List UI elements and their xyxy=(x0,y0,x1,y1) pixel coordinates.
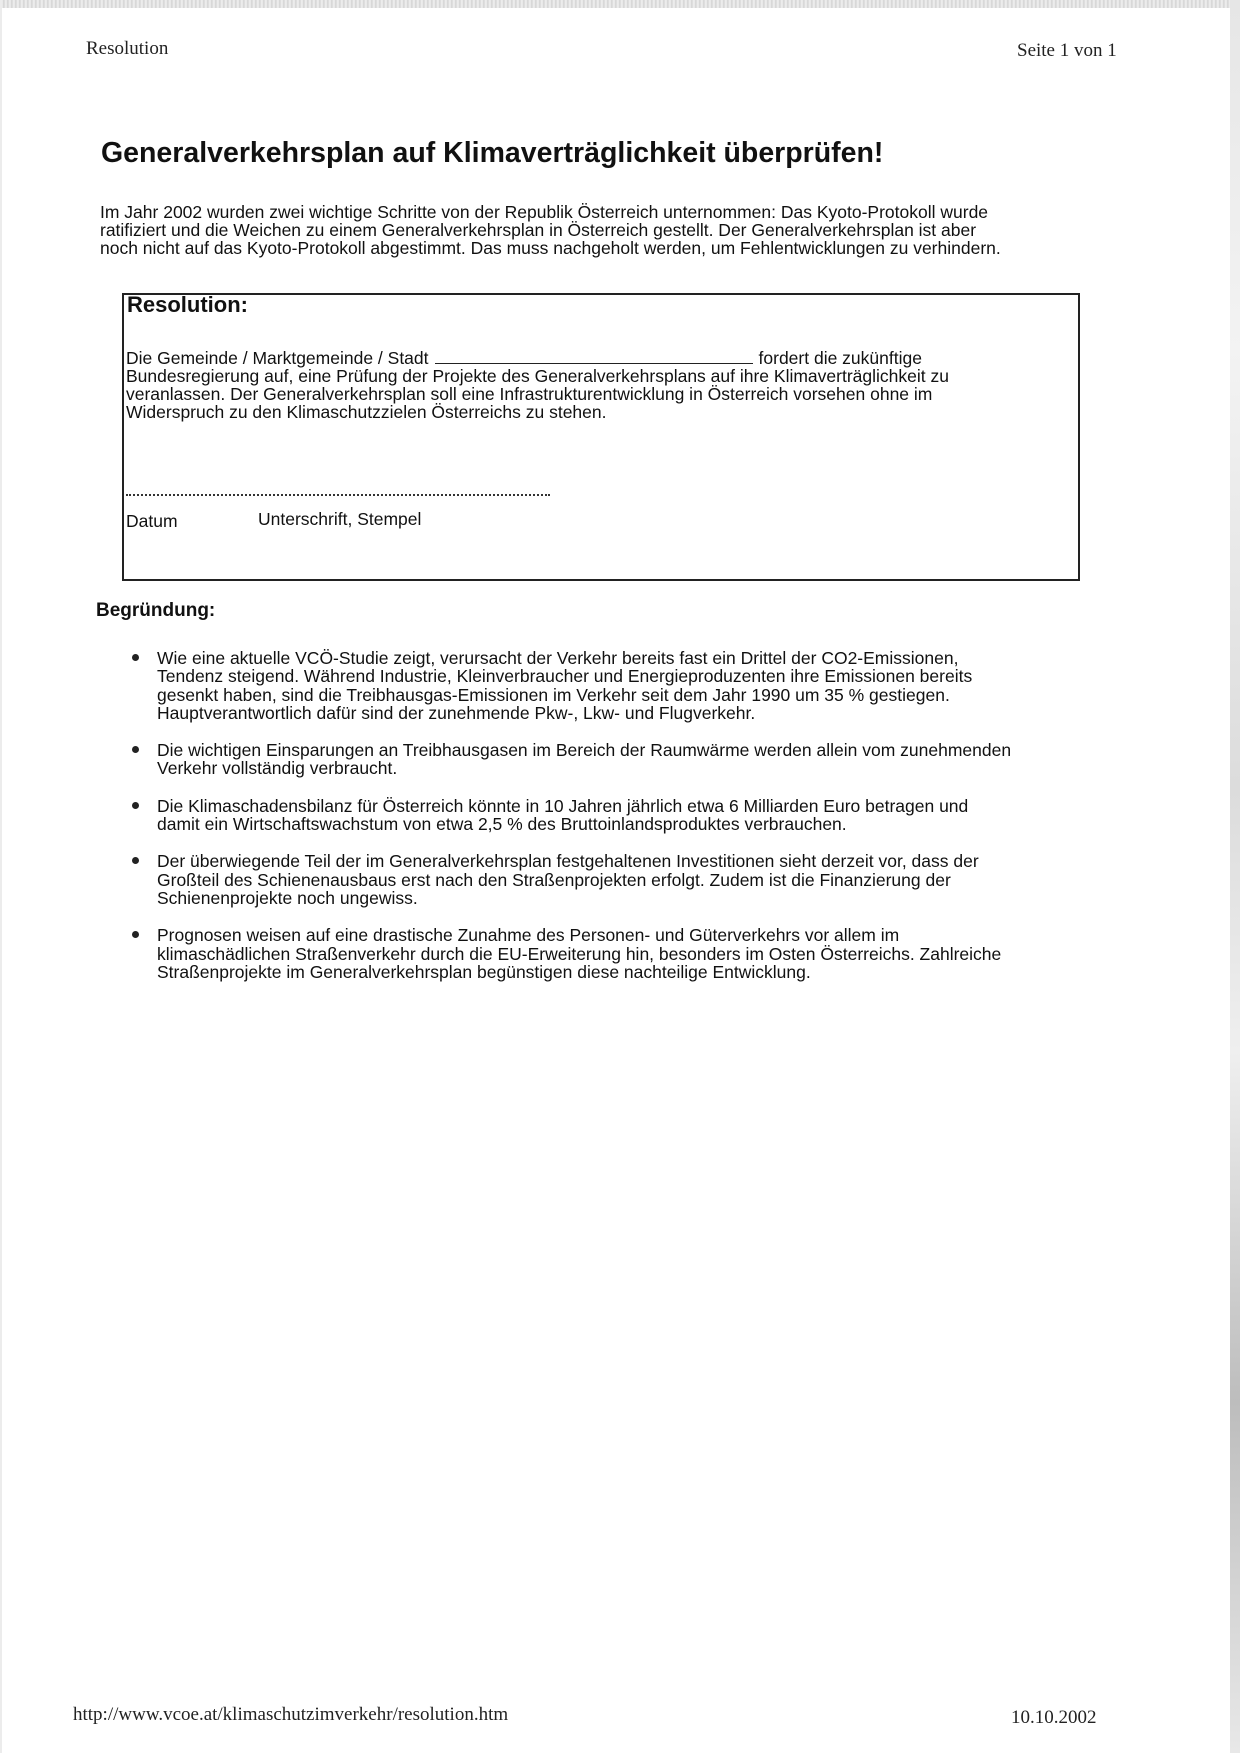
list-item xyxy=(130,797,1110,834)
resolution-line-1-end: fordert die zukünftige xyxy=(758,348,922,368)
list-item xyxy=(130,741,1110,778)
list-item-line: Großteil des Schienenausbaus erst nach den Straßenprojekten erfolgt. Zudem ist die Finanzierung der xyxy=(157,869,951,890)
signature-dotted-line[interactable] xyxy=(126,491,550,496)
bullet-icon xyxy=(132,857,139,864)
bullet-icon xyxy=(132,746,139,753)
reasons-list xyxy=(130,649,1110,1000)
scan-edge-right xyxy=(1230,0,1240,1753)
list-item xyxy=(130,649,1110,722)
list-item xyxy=(130,926,1110,981)
intro-line: noch nicht auf das Kyoto-Protokoll abgestimmt. Das muss nachgeholt werden, um Fehlentwicklungen zu verhindern. xyxy=(100,238,1001,258)
resolution-box xyxy=(122,293,1080,581)
signature-label: Unterschrift, Stempel xyxy=(258,509,422,529)
page-number: Seite 1 von 1 xyxy=(1017,40,1117,61)
footer-date: 10.10.2002 xyxy=(1011,1707,1097,1728)
list-item-line: Wie eine aktuelle VCÖ-Studie zeigt, verursacht der Verkehr bereits fast ein Drittel der CO2-Emissionen, xyxy=(157,648,959,668)
resolution-line: Widerspruch zu den Klimaschutzzielen Österreichs zu stehen. xyxy=(126,402,607,422)
intro-paragraph xyxy=(100,203,1110,257)
list-item-line: Verkehr vollständig verbraucht. xyxy=(157,758,398,779)
reasons-heading: Begründung: xyxy=(96,600,216,621)
date-label: Datum xyxy=(126,511,178,531)
list-item-line: Prognosen weisen auf eine drastische Zunahme des Personen- und Güterverkehrs vor allem im xyxy=(157,925,900,946)
bullet-icon xyxy=(132,931,139,938)
resolution-text xyxy=(126,347,1076,421)
resolution-line: Bundesregierung auf, eine Prüfung der Projekte des Generalverkehrsplans auf ihre Klimaverträglichkeit zu xyxy=(126,366,949,386)
header-title: Resolution xyxy=(86,38,169,59)
list-item xyxy=(130,852,1110,907)
footer-url: http://www.vcoe.at/klimaschutzimverkehr/resolution.htm xyxy=(73,1704,509,1725)
list-item-line: Die Klimaschadensbilanz für Österreich könnte in 10 Jahren jährlich etwa 6 Milliarden Euro betragen und xyxy=(157,795,969,816)
intro-line: Im Jahr 2002 wurden zwei wichtige Schritte von der Republik Österreich unternommen: Das Kyoto-Protokoll wurde xyxy=(100,202,989,222)
resolution-line-1-start: Die Gemeinde / Marktgemeinde / Stadt xyxy=(126,348,429,368)
document-title: Generalverkehrsplan auf Klimaverträglichkeit überprüfen! xyxy=(101,137,884,169)
list-item-line: Hauptverantwortlich dafür sind der zunehmende Pkw-, Lkw- und Flugverkehr. xyxy=(157,702,756,723)
bullet-icon xyxy=(132,654,139,661)
list-item-line: gesenkt haben, sind die Treibhausgas-Emissionen im Verkehr seit dem Jahr 1990 um 35 % gestiegen. xyxy=(157,684,950,705)
list-item-line: Die wichtigen Einsparungen an Treibhausgasen im Bereich der Raumwärme werden allein vom zunehmenden xyxy=(157,740,1012,761)
list-item-line: klimaschädlichen Straßenverkehr durch die EU-Erweiterung hin, besonders im Osten Österreichs. Zahlreiche xyxy=(157,943,1002,964)
list-item-line: Tendenz steigend. Während Industrie, Kleinverbraucher und Energieproduzenten ihre Emissionen bereits xyxy=(157,666,973,687)
intro-line: ratifiziert und die Weichen zu einem Generalverkehrsplan in Österreich gestellt. Der Generalverkehrsplan ist aber xyxy=(100,220,977,240)
bullet-icon xyxy=(132,802,139,809)
resolution-line: veranlassen. Der Generalverkehrsplan soll eine Infrastrukturentwicklung in Österreich vorsehen ohne im xyxy=(126,384,933,404)
municipality-blank-field[interactable] xyxy=(435,347,753,364)
resolution-line-1 xyxy=(126,347,1076,367)
list-item-line: Der überwiegende Teil der im Generalverkehrsplan festgehaltenen Investitionen sieht derzeit vor, dass der xyxy=(157,851,979,872)
list-item-line: Straßenprojekte im Generalverkehrsplan begünstigen diese nachteilige Entwicklung. xyxy=(157,961,811,982)
resolution-heading: Resolution: xyxy=(127,292,248,317)
list-item-line: Schienenprojekte noch ungewiss. xyxy=(157,887,418,908)
scan-edge-top xyxy=(0,0,1240,8)
list-item-line: damit ein Wirtschaftswachstum von etwa 2,5 % des Bruttoinlandsproduktes verbrauchen. xyxy=(157,814,847,835)
scan-edge-left xyxy=(0,0,2,1753)
